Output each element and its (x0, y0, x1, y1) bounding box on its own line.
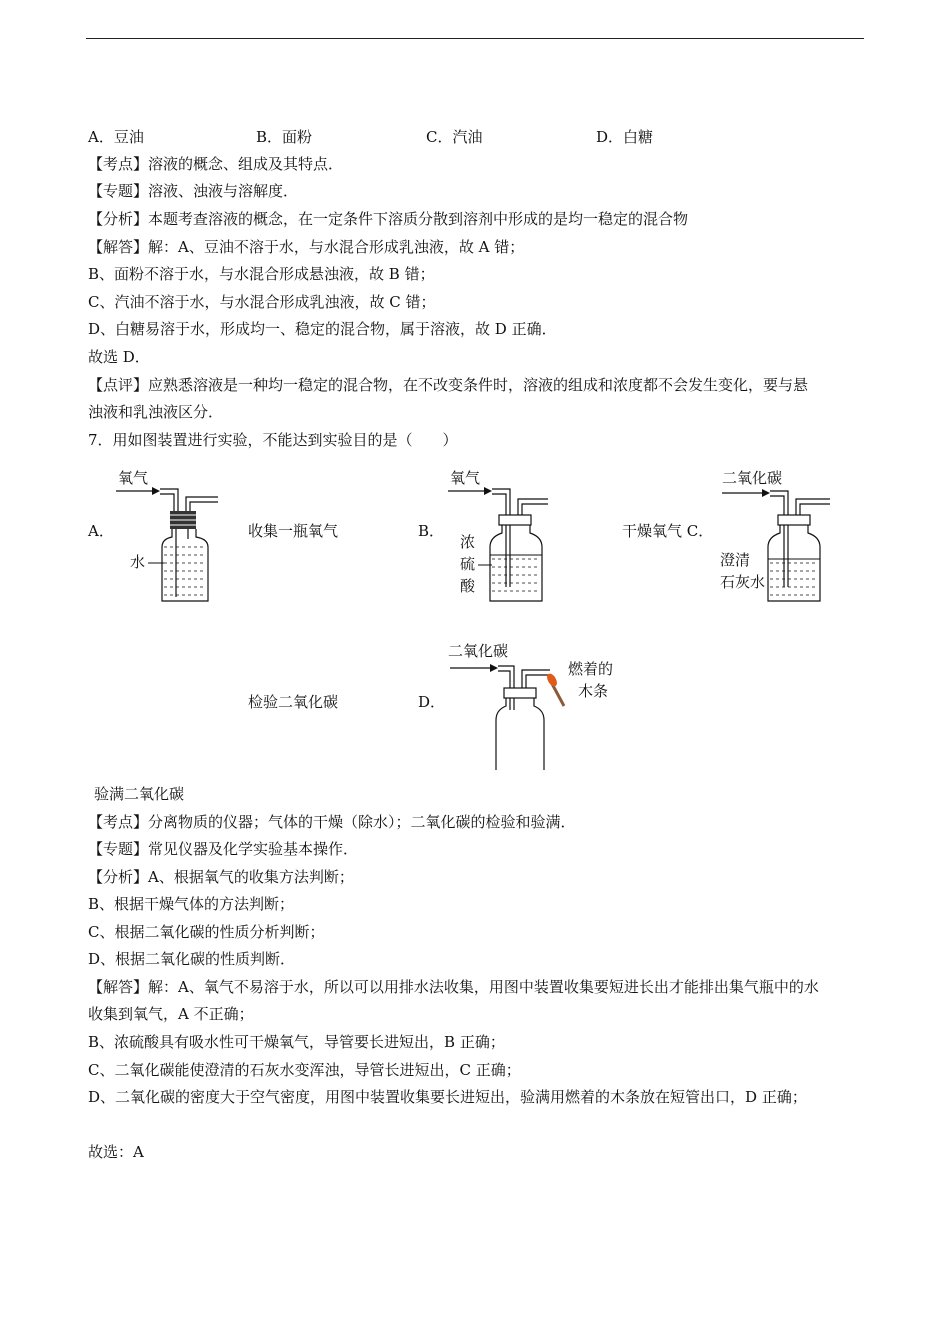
q7-answer-d: D、二氧化碳的密度大于空气密度，用图中装置收集要长进短出，验满用燃着的木条放在短管出口，D 正确； (88, 1088, 807, 1106)
q6-option-c: C．汽油 (426, 128, 483, 146)
q7-zhuanti: 【专题】常见仪器及化学实验基本操作． (88, 840, 359, 858)
fig-a-caption: 收集一瓶氧气 (248, 522, 339, 540)
q6-choice: 故选 D． (88, 348, 150, 366)
fig-a-liquid-label: 水 (130, 553, 146, 571)
fig-d-apparatus (444, 640, 620, 772)
fig-c-gas-label: 二氧化碳 (722, 469, 783, 487)
fig-b-caption: 干燥氧气 C． (622, 522, 714, 540)
fig-b-gas-label: 氧气 (450, 469, 481, 487)
fig-a-gas-label: 氧气 (118, 469, 149, 487)
fig-d-label: D． (418, 693, 446, 711)
fig-b-liquid-1: 浓 (460, 533, 476, 551)
q7-fenxi-b: B、根据干燥气体的方法判断； (88, 895, 295, 913)
q6-answer-d: D、白糖易溶于水，形成均一、稳定的混合物，属于溶液，故 D 正确． (88, 320, 557, 338)
q7-answer-b: B、浓硫酸具有吸水性可干燥氧气，导管要长进短出，B 正确； (88, 1033, 505, 1051)
fig-d-caption: 验满二氧化碳 (94, 785, 185, 803)
fig-b-label: B． (418, 522, 445, 540)
fig-d-gas-label: 二氧化碳 (448, 642, 509, 660)
q7-fenxi: 【分析】A、根据氧气的收集方法判断； (88, 868, 354, 886)
q6-option-d: D．白糖 (596, 128, 654, 146)
fig-b-apparatus (444, 467, 554, 603)
q6-dianping-cont: 浊液和乳浊液区分． (88, 403, 224, 421)
fig-b-liquid-2: 硫 (460, 555, 476, 573)
q6-answer-b: B、面粉不溶于水，与水混合形成悬浊液，故 B 错； (88, 265, 435, 283)
q7-jieda-cont: 收集到氧气，A 不正确； (88, 1005, 254, 1023)
q6-fenxi: 【分析】本题考查溶液的概念，在一定条件下溶质分散到溶剂中形成的是均一稳定的混合物 (88, 210, 689, 228)
header-rule (86, 38, 864, 39)
q7-fenxi-c: C、根据二氧化碳的性质分析判断； (88, 923, 325, 941)
fig-c-apparatus (718, 467, 834, 603)
q7-stem: 7．用如图装置进行实验，不能达到实验目的是（ ） (88, 431, 458, 449)
q6-jieda: 【解答】解：A、豆油不溶于水，与水混合形成乳浊液，故 A 错； (88, 238, 525, 256)
fig-b-liquid-3: 酸 (460, 577, 476, 595)
q6-kaodian: 【考点】溶液的概念、组成及其特点． (88, 155, 344, 173)
fig-a-label: A． (88, 522, 114, 540)
q7-fenxi-d: D、根据二氧化碳的性质判断． (88, 950, 296, 968)
q6-answer-c: C、汽油不溶于水，与水混合形成乳浊液，故 C 错； (88, 293, 436, 311)
fig-d-flame-2: 木条 (578, 682, 609, 700)
fig-a-apparatus (112, 467, 228, 603)
q6-zhuanti: 【专题】溶液、浊液与溶解度． (88, 182, 299, 200)
q7-jieda: 【解答】解：A、氧气不易溶于水，所以可以用排水法收集，用图中装置收集要短进长出才能排出集气瓶中的水 (88, 978, 819, 996)
fig-c-liquid-2: 石灰水 (720, 573, 766, 591)
q6-dianping: 【点评】应熟悉溶液是一种均一稳定的混合物，在不改变条件时，溶液的组成和浓度都不会发生变化，要与悬 (88, 376, 809, 394)
q7-kaodian: 【考点】分离物质的仪器；气体的干燥（除水）；二氧化碳的检验和验满． (88, 813, 576, 831)
fig-c-caption: 检验二氧化碳 (248, 693, 339, 711)
fig-d-flame-1: 燃着的 (568, 660, 614, 678)
q6-option-a: A．豆油 (88, 128, 144, 146)
q7-choice: 故选：A (88, 1143, 144, 1161)
q6-option-b: B．面粉 (256, 128, 313, 146)
q7-answer-c: C、二氧化碳能使澄清的石灰水变浑浊，导管长进短出，C 正确； (88, 1061, 521, 1079)
fig-c-liquid-1: 澄清 (720, 551, 751, 569)
